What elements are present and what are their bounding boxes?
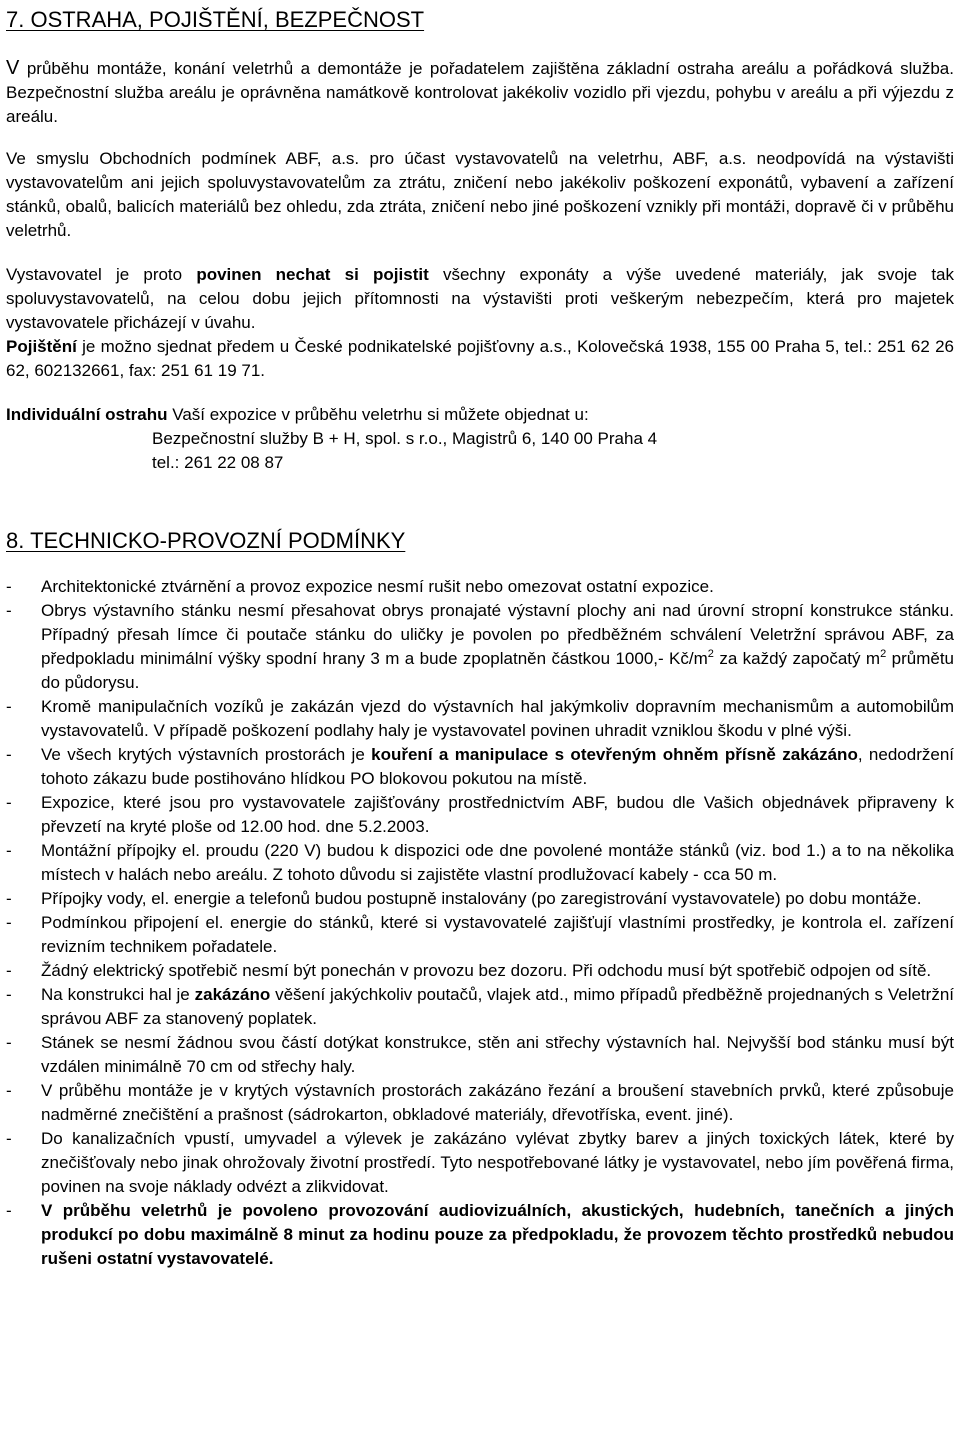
technical-conditions-list xyxy=(6,575,954,1271)
superscript: 2 xyxy=(880,648,887,660)
list-item xyxy=(6,1199,954,1271)
security-paragraph-initial: V xyxy=(6,57,20,79)
list-item-text: Expozice, které jsou pro vystavovatele zajišťovány prostřednictvím ABF, budou dle Vašich objednávek připraveny k převzetí na kryté ploše od 12.00 hod. dne 5.2.2003. xyxy=(41,793,954,836)
insurance-contact-text: je možno sjednat předem u České podnikatelské pojišťovny a.s., Kolovečská 1938, 155 00 Praha 5, tel.: 251 62 26 62, 602132661, fax: 251 61 19 71. xyxy=(6,337,954,380)
insurance-contact-paragraph xyxy=(6,335,954,383)
list-item xyxy=(6,839,954,887)
insurance-obligation-bold: povinen nechat si pojistit xyxy=(196,265,429,284)
list-dash: - xyxy=(6,1081,12,1100)
list-item xyxy=(6,1127,954,1199)
section-7-heading: 7. OSTRAHA, POJIŠTĚNÍ, BEZPEČNOST xyxy=(6,7,425,32)
list-dash: - xyxy=(6,601,12,620)
security-paragraph-text: průběhu montáže, konání veletrhů a demontáže je pořadatelem zajištěna základní ostraha areálu a pořádková služba. Bezpečnostní služba areálu je oprávněna namátkově kontrolovat jakékoliv vozidlo při vjezdu, pohybu v areálu a při výjezdu z areálu. xyxy=(6,59,954,126)
list-dash: - xyxy=(6,889,12,908)
list-item xyxy=(6,983,954,1031)
list-item-bold: V průběhu veletrhů je povoleno provozování audiovizuálních, akustických, hudebních, tanečních a jiných produkcí po dobu maximálně 8 minut za hodinu pouze za předpokladu, že provozem těchto prostředků nebudou rušeni ostatní vystavovatelé. xyxy=(41,1201,954,1268)
list-item-text: Do kanalizačních vpustí, umyvadel a výlevek je zakázáno vylévat zbytky barev a jiných toxických látek, které by znečišťovaly nebo jinak ohrožovaly životní prostředí. Tyto nespotřebované látky je vystavovatel, nebo jím pověřená firma, povinen na svoje náklady odvézt a zlikvidovat. xyxy=(41,1129,954,1196)
individual-security-label: Individuální ostrahu xyxy=(6,405,168,424)
list-item xyxy=(6,575,954,599)
list-dash: - xyxy=(6,745,12,764)
list-item xyxy=(6,1079,954,1127)
list-item xyxy=(6,599,954,695)
list-item-text: průmětu do půdorysu. xyxy=(41,649,954,692)
list-item-text: V průběhu montáže je v krytých výstavních prostorách zakázáno řezání a broušení stavebních prvků, které způsobuje nadměrné znečištění a prašnost (sádrokarton, obkladové materiály, dřevotříska, event. jiné). xyxy=(41,1081,954,1124)
list-item-bold: kouření a manipulace s otevřeným ohněm přísně zakázáno xyxy=(371,745,858,764)
security-company-address: Bezpečnostní služby B + H, spol. s r.o., Magistrů 6, 140 00 Praha 4 xyxy=(152,429,658,448)
list-item-text: Na konstrukci hal je xyxy=(41,985,195,1004)
list-dash: - xyxy=(6,1201,12,1220)
list-dash: - xyxy=(6,697,12,716)
list-item xyxy=(6,911,954,959)
list-item-text: , nedodržení tohoto zákazu bude postihováno hlídkou PO blokovou pokutou na místě. xyxy=(41,745,954,788)
list-dash: - xyxy=(6,793,12,812)
list-item xyxy=(6,791,954,839)
list-dash: - xyxy=(6,985,12,1004)
list-item-text: Kromě manipulačních vozíků je zakázán vjezd do výstavních hal jakýmkoliv dopravním mechanismům a automobilům vystavovatelů. V případě poškození podlahy haly je vystavovatel povinen uhradit vzniklou škodu v plné výši. xyxy=(41,697,954,740)
security-company-phone: tel.: 261 22 08 87 xyxy=(152,453,284,472)
section-8-heading: 8. TECHNICKO-PROVOZNÍ PODMÍNKY xyxy=(6,528,406,553)
list-item-bold: zakázáno xyxy=(194,985,271,1004)
list-item-text: věšení jakýchkoliv poutačů, vlajek atd., mimo případů předběžně projednaných s Veletržní správou ABF za stanovený poplatek. xyxy=(41,985,954,1028)
insurance-label: Pojištění xyxy=(6,337,77,356)
list-dash: - xyxy=(6,1033,12,1052)
superscript: 2 xyxy=(707,648,714,660)
security-paragraph xyxy=(6,56,954,129)
list-item xyxy=(6,959,954,983)
insurance-obligation-paragraph xyxy=(6,263,954,335)
list-dash: - xyxy=(6,961,12,980)
list-dash: - xyxy=(6,577,12,596)
list-item-text: Přípojky vody, el. energie a telefonů budou postupně instalovány (po zaregistrování vystavovatele) po dobu montáže. xyxy=(41,889,922,908)
insurance-obligation-post: všechny exponáty a výše uvedené materiály, jak svoje tak spoluvystavovatelů, na celou dobu jejich přítomnosti na výstavišti proti veškerým nebezpečím, která pro majetek vystavovatele přicházejí v úvahu. xyxy=(6,265,954,332)
list-item xyxy=(6,743,954,791)
list-item-text: za každý započatý m xyxy=(713,649,881,668)
list-item-text: Žádný elektrický spotřebič nesmí být ponechán v provozu bez dozoru. Při odchodu musí být spotřebič odpojen od sítě. xyxy=(41,961,932,980)
individual-security-text: Vaší expozice v průběhu veletrhu si můžete objednat u: xyxy=(167,405,589,424)
list-item-text: Architektonické ztvárnění a provoz expozice nesmí rušit nebo omezovat ostatní expozice. xyxy=(41,577,714,596)
liability-paragraph: Ve smyslu Obchodních podmínek ABF, a.s. pro účast vystavovatelů na veletrhu, ABF, a.s. neodpovídá na výstavišti vystavovatelům ani jejich spoluvystavovatelům za ztrátu, zničení nebo jakékoliv poškození exponátů, vybavení a zařízení stánků, obalů, balicích materiálů bez ohledu, zda ztráta, zničení nebo jiné poškození vznikly při montáži, dopravě či v průběhu veletrhů. xyxy=(6,149,954,240)
list-item-text: Stánek se nesmí žádnou svou částí dotýkat konstrukce, stěn ani střechy výstavních hal. Nejvyšší bod stánku musí být vzdálen minimálně 70 cm od střechy haly. xyxy=(41,1033,954,1076)
list-item-text: Obrys výstavního stánku nesmí přesahovat obrys pronajaté výstavní plochy ani nad úrovní stropní konstrukce stánku. Případný přesah límce či poutače stánku do uličky je povolen po předběžném schválení Veletržní správou ABF, za předpokladu minimální výšky spodní hrany 3 m a bude zpoplatněn částkou 1000,- Kč/m xyxy=(41,601,954,668)
individual-security-paragraph xyxy=(6,403,954,427)
list-item xyxy=(6,1031,954,1079)
list-dash: - xyxy=(6,1129,12,1148)
list-item xyxy=(6,887,954,911)
list-item xyxy=(6,695,954,743)
list-item-text: Ve všech krytých výstavních prostorách je xyxy=(41,745,372,764)
list-item-text: Podmínkou připojení el. energie do stánků, které si vystavovatelé zajišťují vlastními prostředky, je kontrola el. zařízení revizním technikem pořadatele. xyxy=(41,913,954,956)
insurance-obligation-pre: Vystavovatel je proto xyxy=(6,265,197,284)
list-item-text: Montážní přípojky el. proudu (220 V) budou k dispozici ode dne povolené montáže stánků (viz. bod 1.) a to na několika místech v halách nebo areálu. Z tohoto důvodu si zajistěte vlastní prodlužovací kabely - cca 50 m. xyxy=(41,841,954,884)
list-dash: - xyxy=(6,841,12,860)
list-dash: - xyxy=(6,913,12,932)
